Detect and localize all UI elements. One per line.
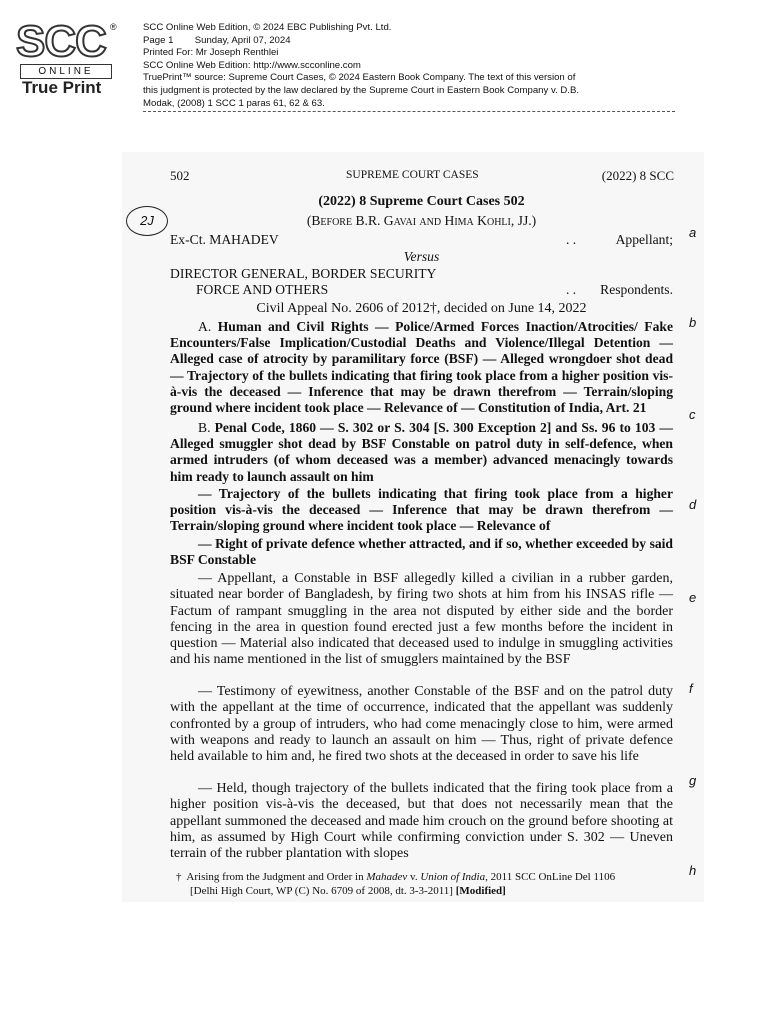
respondent-line-2 (170, 282, 673, 299)
headnote-b-prefix: B. (198, 420, 211, 435)
footnote-mark: † (176, 871, 182, 883)
leader-dots: . . (566, 282, 577, 297)
margin-letter: c (689, 407, 696, 422)
footnote-text: Arising from the Judgment and Order in (186, 871, 367, 883)
header-divider (143, 111, 675, 112)
headnote-para-2: — Testimony of eyewitness, another Constable of the BSF and on the patrol duty with the appellant at the time of occurrence, indicated that the appellant was suddenly confronted by a group of intruders, who had come menacingly close to him, were armed with weapons and ready to launch an assault on him — Thus, right of private defence held available to him and, he fired two shots at the deceased in order to save his life (170, 684, 673, 765)
logo-online-text: ONLINE (20, 64, 112, 79)
appellant-role: Appellant; (615, 232, 673, 247)
headnote-a (170, 319, 673, 416)
margin-letter: b (689, 315, 697, 330)
header-line: SCC Online Web Edition, © 2024 EBC Publishing Pvt. Ltd. (143, 22, 392, 33)
scc-online-logo (16, 17, 120, 97)
leader-dots: . . (566, 232, 577, 247)
header-line: Printed For: Mr Joseph Renthlei (143, 47, 279, 59)
appeal-details: Civil Appeal No. 2606 of 2012†, decided on June 14, 2022 (256, 301, 587, 316)
bench-label: 2J (126, 206, 168, 236)
respondent-name: DIRECTOR GENERAL, BORDER SECURITY (170, 266, 437, 281)
respondent-role: Respondents. (600, 282, 673, 297)
headnote-b-text: Penal Code, 1860 — S. 302 or S. 304 [S. 300 Exception 2] and Ss. 96 to 103 — Alleged smuggler shot dead by BSF Constable on patrol duty in self-defence, when armed intruders (of whom deceased was a member) advanced menacingly towards him ready to launch assault on him (170, 420, 673, 484)
margin-letter: d (689, 497, 697, 512)
versus: Versus (403, 249, 440, 264)
margin-letter: f (689, 681, 693, 696)
headnote-para-3: — Held, though trajectory of the bullets indicated that the firing took place from a higher position vis-à-vis the deceased, but that does not necessarily mean that the appellant summoned the deceased and made him crouch on the ground before shooting at him, as assumed by High Court while confirming conviction under S. 302 — Uneven terrain of the rubber plantation with slopes (170, 781, 673, 862)
running-head (170, 168, 674, 186)
footnote-court: [Delhi High Court, WP (C) No. 6709 of 2008, dt. 3-3-2011] (190, 885, 456, 897)
headnote-a-text: Human and Civil Rights — Police/Armed Forces Inaction/Atrocities/ Fake Encounters/False Implication/Custodial Deaths and Violence/Illegal Detention — Alleged case of atrocity by paramilitary force (BSF) — Alleged wrongdoer shot dead — Trajectory of the bullets indicating that firing took place from a higher position vis-à-vis the deceased — Inference that may be drawn therefrom — Terrain/sloping ground where incident took place — Relevance of — Constitution of India, Art. 21 (170, 319, 673, 416)
registered-mark: ® (110, 22, 117, 32)
print-header (143, 22, 703, 110)
headnote-b-private-defence: — Right of private defence whether attracted, and if so, whether exceeded by said BSF Constable (170, 536, 673, 568)
appellant-line (170, 232, 673, 249)
margin-letter: g (689, 773, 697, 788)
volume-citation: (2022) 8 SCC (601, 168, 674, 183)
headnote-b (170, 420, 673, 485)
journal-title: SUPREME COURT CASES (346, 169, 479, 181)
margin-letter: a (689, 225, 697, 240)
header-line: this judgment is protected by the law declared by the Supreme Court in Eastern Book Company v. D.B. (143, 84, 580, 96)
header-line: SCC Online Web Edition: http://www.scconline.com (143, 59, 361, 71)
respondent-name-cont: FORCE AND OTHERS (196, 282, 329, 297)
case-citation: (2022) 8 Supreme Court Cases 502 (318, 194, 525, 209)
footnote-party: Mahadev (366, 871, 408, 883)
headnote-b-trajectory: — Trajectory of the bullets indicating that firing took place from a higher position vis-à-vis the deceased — Inference that may be drawn therefrom — Terrain/sloping ground where incident took place — Relevance of (170, 486, 673, 534)
margin-letter: h (689, 863, 697, 878)
footnote-v: v. (407, 871, 421, 883)
headnote-para-1: — Appellant, a Constable in BSF allegedly killed a civilian in a rubber garden, situated near border of Bangladesh, by firing two shots at him from his INSAS rifle — Factum of rampant smuggling in the area not disputed by either side and the border fencing in the area in question found erected just a few months before the incident in question — Material also indicated that deceased used to indulge in smuggling activities and his name mentioned in the list of smugglers maintained by the BSF (170, 571, 673, 668)
header-line: TruePrint™ source: Supreme Court Cases, © 2024 Eastern Book Company. The text of this version of (143, 72, 576, 84)
footnote-citation: , 2011 SCC OnLine Del 1106 (485, 871, 616, 883)
respondent-line-1 (170, 266, 673, 283)
footnote (176, 870, 676, 898)
header-line: Page 1 Sunday, April 07, 2024 (143, 34, 291, 46)
logo-scc-text: SCC (16, 17, 106, 66)
footnote-status: [Modified] (455, 885, 506, 897)
appellant-name: Ex-Ct. MAHADEV (170, 232, 279, 247)
bench: (Before B.R. Gavai and Hima Kohli, JJ.) (306, 213, 537, 228)
logo-true-print: True Print (22, 78, 102, 97)
margin-letter: e (689, 590, 697, 605)
header-line: Modak, (2008) 1 SCC 1 paras 61, 62 & 63. (143, 97, 325, 109)
footnote-party: Union of India (420, 871, 486, 883)
headnote-a-prefix: A. (198, 319, 212, 334)
page-number: 502 (170, 168, 190, 183)
